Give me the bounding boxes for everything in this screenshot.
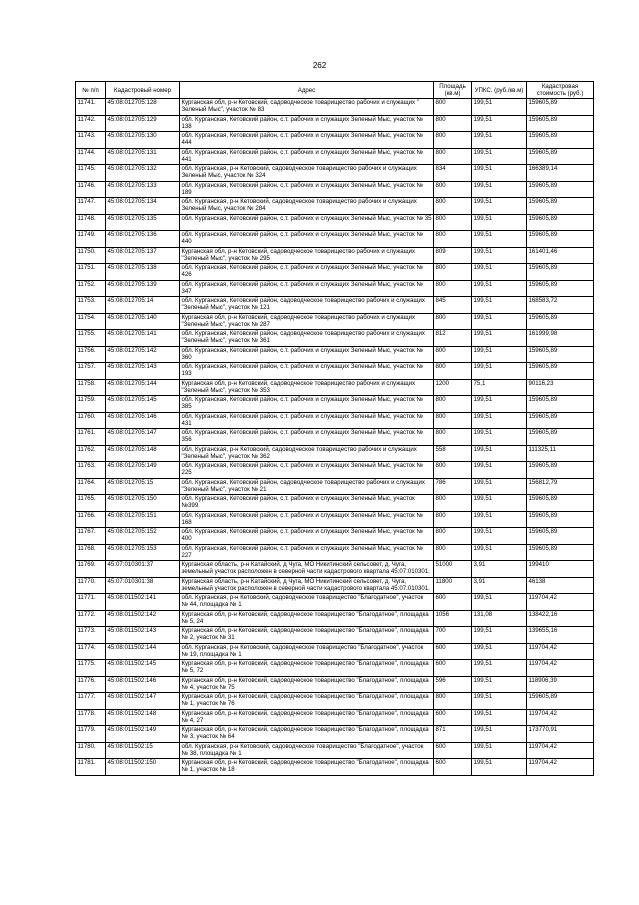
cell-upks: 199,51 (472, 544, 527, 561)
cell-cadastral: 45:08:011502:141 (106, 594, 180, 611)
cell-cost: 119704,42 (527, 709, 594, 726)
cell-cost: 159605,89 (527, 544, 594, 561)
cell-address: обл. Курганская, р-н Кетовский, садоводческое товарищество рабочих и служащих "Зеленый Мыс", участок № 362 (180, 445, 434, 462)
cell-cost: 161401,46 (527, 247, 594, 264)
cell-upks: 199,51 (472, 148, 527, 165)
cell-cost: 156812,79 (527, 478, 594, 495)
cell-cost: 173770,91 (527, 726, 594, 743)
cell-cost: 159605,89 (527, 346, 594, 363)
cell-cost: 161999,98 (527, 330, 594, 347)
cell-upks: 199,51 (472, 181, 527, 198)
table-row (76, 544, 594, 561)
cell-upks: 199,51 (472, 627, 527, 644)
header-upks: УПКС. (руб./кв.м) (472, 82, 527, 99)
cell-address: обл. Курганская, Кетовский район, садоводческое товарищество рабочих и служащих "Зеленый Мыс", участок № 121 (180, 297, 434, 314)
cell-area: 600 (434, 709, 472, 726)
cell-cadastral: 45:08:012705:141 (106, 330, 180, 347)
cell-num: 11756. (76, 346, 106, 363)
cell-cost: 159605,89 (527, 693, 594, 710)
table-row (76, 445, 594, 462)
cell-address: обл. Курганская, Кетовский район, садоводческое товарищество рабочих и служащих "Зеленый Мыс", участок № 361 (180, 330, 434, 347)
cell-address: обл. Курганская, Кетовский район, с.т. рабочих и служащих Зеленый Мыс, участок № 225 (180, 462, 434, 479)
cell-upks: 199,51 (472, 643, 527, 660)
cell-address: обл. Курганская, Кетовский район, с.т. рабочих и служащих Зеленый Мыс, участок № 356 (180, 429, 434, 446)
cell-cadastral: 45:08:011502:145 (106, 660, 180, 677)
cell-num: 11774. (76, 643, 106, 660)
cell-cadastral: 45:08:011502:150 (106, 759, 180, 776)
cell-address: обл. Курганская, Кетовский район, с.т. рабочих и служащих Зеленый Мыс, участок № 426 (180, 264, 434, 281)
cell-address: Курганская обл, р-н Кетовский, садоводческое товарищество "Благодатное", площадка № 4, участок № 75 (180, 676, 434, 693)
header-address: Адрес (180, 82, 434, 99)
table-row (76, 181, 594, 198)
cell-area: 800 (434, 280, 472, 297)
cell-num: 11743. (76, 132, 106, 149)
cell-address: Курганская обл, р-н Кетовский, садоводческое товарищество "Благодатное", площадка № 5, 24 (180, 610, 434, 627)
cell-cadastral: 45:08:012705:140 (106, 313, 180, 330)
cell-cost: 159605,89 (527, 511, 594, 528)
cell-upks: 199,51 (472, 115, 527, 132)
cell-address: обл. Курганская, Кетовский район, с.т. рабочих и служащих Зеленый Мыс, участок № 347 (180, 280, 434, 297)
cell-area: 11800 (434, 577, 472, 594)
cell-upks: 199,51 (472, 264, 527, 281)
cell-cadastral: 45:08:012705:153 (106, 544, 180, 561)
cell-address: Курганская обл, р-н Кетовский, садоводческое товарищество "Благодатное", площадка № 4, 27 (180, 709, 434, 726)
cell-area: 800 (434, 214, 472, 231)
cell-cadastral: 45:08:012705:152 (106, 528, 180, 545)
cell-cost: 138422,16 (527, 610, 594, 627)
table-row (76, 280, 594, 297)
table-row (76, 264, 594, 281)
table-row (76, 594, 594, 611)
cell-cost: 159605,89 (527, 264, 594, 281)
cell-address: Курганская область, р-н Катайский, д Чуга, МО Никитинский сельсовет, д. Чуга, земельный участок расположен в северной части кадастрового квартала 45:07:010301. (180, 561, 434, 578)
cell-cadastral: 45:08:012705:147 (106, 429, 180, 446)
cell-cadastral: 45:08:012705:128 (106, 99, 180, 116)
cell-area: 800 (434, 363, 472, 380)
cell-cost: 159605,89 (527, 99, 594, 116)
cell-address: Курганская обл, р-н Кетовский, садоводческое товарищество "Благодатное", площадка № 5, 72 (180, 660, 434, 677)
cell-area: 800 (434, 181, 472, 198)
cell-cadastral: 45:08:012705:139 (106, 280, 180, 297)
cell-cadastral: 45:08:012705:15 (106, 478, 180, 495)
cell-num: 11742. (76, 115, 106, 132)
cell-num: 11751. (76, 264, 106, 281)
cell-area: 600 (434, 594, 472, 611)
cell-cadastral: 45:08:012705:133 (106, 181, 180, 198)
cell-address: обл. Курганская, Кетовский район, садоводческое товарищество рабочих и служащих "Зеленый Мыс", участок № 21 (180, 478, 434, 495)
cell-address: обл. Курганская, Кетовский район, с.т. рабочих и служащих Зеленый Мыс, участок № 385 (180, 396, 434, 413)
cell-area: 786 (434, 478, 472, 495)
cell-num: 11767. (76, 528, 106, 545)
cell-address: Курганская обл, р-н Кетовский, садоводческое товарищество "Благодатное", площадка № 2, участок № 31 (180, 627, 434, 644)
table-row (76, 610, 594, 627)
cell-cost: 159605,89 (527, 396, 594, 413)
table-row (76, 247, 594, 264)
cell-area: 800 (434, 396, 472, 413)
header-cost: Кадастровая стоимость (руб.) (527, 82, 594, 99)
cell-area: 845 (434, 297, 472, 314)
cell-area: 800 (434, 429, 472, 446)
cell-address: обл. Курганская, Кетовский район, с.т. рабочих и служащих Зеленый Мыс, участок № 360 (180, 346, 434, 363)
cell-area: 800 (434, 412, 472, 429)
cell-num: 11753. (76, 297, 106, 314)
table-row (76, 643, 594, 660)
table-row (76, 231, 594, 248)
cell-address: обл. Курганская, р-н Кетовский, садоводческое товарищество "Благодатное", участок № 19, площадка № 1 (180, 643, 434, 660)
table-row (76, 313, 594, 330)
cell-address: обл. Курганская, Кетовский район, с.т. рабочих и служащих Зеленый Мыс, участок № 444 (180, 132, 434, 149)
cell-address: Курганская обл, р-н Кетовский, садоводческое товарищество рабочих и служащих " Зеленый Мыс", участок № 83 (180, 99, 434, 116)
cell-address: обл. Курганская, Кетовский район, с.т. рабочих и служащих Зеленый Мыс, участок № 193 (180, 363, 434, 380)
cell-area: 596 (434, 676, 472, 693)
table-header-row (76, 82, 594, 99)
cell-cost: 159605,89 (527, 363, 594, 380)
table-row (76, 379, 594, 396)
cell-address: обл. Курганская, Кетовский район, с.т. рабочих и служащих Зеленый Мыс, участок № 431 (180, 412, 434, 429)
cell-cost: 46138 (527, 577, 594, 594)
cell-cadastral: 45:08:011502:15 (106, 742, 180, 759)
cell-address: обл. Курганская, Кетовский район, с.т. рабочих и служащих Зеленый Мыс, участок №399 (180, 495, 434, 512)
cell-cadastral: 45:08:012705:150 (106, 495, 180, 512)
cell-cadastral: 45:08:011502:148 (106, 709, 180, 726)
table-row (76, 115, 594, 132)
cell-num: 11772. (76, 610, 106, 627)
cell-address: обл. Курганская, р-н Кетовский, садоводческое товарищество "Благодатное", участок № 44, площадка № 1 (180, 594, 434, 611)
cell-upks: 199,51 (472, 132, 527, 149)
cell-upks: 199,51 (472, 511, 527, 528)
cell-cadastral: 45:08:012705:134 (106, 198, 180, 215)
cell-address: обл. Курганская, р-н Кетовский, садоводческое товарищество рабочих и служащих Зеленый Мыс, участок № 284 (180, 198, 434, 215)
cell-upks: 199,51 (472, 693, 527, 710)
cell-cadastral: 45:07:010301:38 (106, 577, 180, 594)
table-row (76, 528, 594, 545)
cell-num: 11768. (76, 544, 106, 561)
cell-cost: 159605,89 (527, 462, 594, 479)
cell-area: 1056 (434, 610, 472, 627)
table-row (76, 148, 594, 165)
cell-cost: 159605,89 (527, 412, 594, 429)
header-num: № п/п (76, 82, 106, 99)
table-row (76, 198, 594, 215)
cell-num: 11744. (76, 148, 106, 165)
cell-address: обл. Курганская, р-н Кетовский, садоводческое товарищество рабочих и служащих Зеленый Мыс, участок № 324 (180, 165, 434, 182)
cell-num: 11749. (76, 231, 106, 248)
cell-upks: 199,51 (472, 280, 527, 297)
cell-area: 800 (434, 313, 472, 330)
cell-upks: 3,91 (472, 561, 527, 578)
table-row (76, 511, 594, 528)
cell-cadastral: 45:08:011502:142 (106, 610, 180, 627)
cell-cost: 159605,89 (527, 214, 594, 231)
cell-cost: 159605,89 (527, 198, 594, 215)
cell-area: 800 (434, 495, 472, 512)
cell-address: Курганская обл, р-н Кетовский, садоводческое товарищество "Благодатное", площадка № 1, участок № 76 (180, 693, 434, 710)
header-cadastral: Кадастровый номер (106, 82, 180, 99)
cell-num: 11780. (76, 742, 106, 759)
cell-area: 800 (434, 346, 472, 363)
cell-num: 11773. (76, 627, 106, 644)
cell-upks: 199,51 (472, 297, 527, 314)
cell-num: 11769. (76, 561, 106, 578)
cell-upks: 199,51 (472, 214, 527, 231)
cell-address: обл. Курганская, Кетовский район, с.т. рабочих и служащих Зеленый Мыс, участок № 168 (180, 511, 434, 528)
table-row (76, 132, 594, 149)
table-row (76, 676, 594, 693)
table-row (76, 330, 594, 347)
cell-num: 11760. (76, 412, 106, 429)
cell-address: Курганская обл, р-н Кетовский, садоводческое товарищество рабочих и служащих "Зеленый Мыс", участок № 287 (180, 313, 434, 330)
cell-upks: 199,51 (472, 198, 527, 215)
cell-area: 800 (434, 544, 472, 561)
cell-cadastral: 45:08:011502:144 (106, 643, 180, 660)
table-row (76, 297, 594, 314)
cell-upks: 131,08 (472, 610, 527, 627)
cell-cost: 118906,39 (527, 676, 594, 693)
cell-upks: 199,51 (472, 726, 527, 743)
cell-address: обл. Курганская, Кетовский район, с.т. рабочих и служащих Зеленый Мыс, участок № 35 (180, 214, 434, 231)
cell-area: 800 (434, 132, 472, 149)
cell-cost: 159605,89 (527, 495, 594, 512)
cell-cost: 199410 (527, 561, 594, 578)
cell-area: 800 (434, 528, 472, 545)
cell-upks: 199,51 (472, 528, 527, 545)
table-row (76, 577, 594, 594)
cell-upks: 199,51 (472, 231, 527, 248)
cell-upks: 199,51 (472, 429, 527, 446)
page-number: 262 (312, 61, 327, 70)
table-row (76, 709, 594, 726)
table-row (76, 363, 594, 380)
cell-upks: 199,51 (472, 742, 527, 759)
cell-num: 11781. (76, 759, 106, 776)
cell-area: 800 (434, 148, 472, 165)
cell-address: обл. Курганская, Кетовский район, с.т. рабочих и служащих Зеленый Мыс, участок № 400 (180, 528, 434, 545)
cell-upks: 199,51 (472, 247, 527, 264)
cell-upks: 199,51 (472, 594, 527, 611)
cell-num: 11754. (76, 313, 106, 330)
cell-area: 800 (434, 462, 472, 479)
cell-cadastral: 45:08:012705:137 (106, 247, 180, 264)
table-row (76, 627, 594, 644)
table-row (76, 742, 594, 759)
cell-cadastral: 45:08:012705:132 (106, 165, 180, 182)
cell-num: 11776. (76, 676, 106, 693)
cell-upks: 199,51 (472, 660, 527, 677)
table-row (76, 726, 594, 743)
table-row (76, 759, 594, 776)
cell-address: обл. Курганская, р-н Кетовский, садоводческое товарищество "Благодатное", участок № 38, площадка № 1 (180, 742, 434, 759)
cell-cadastral: 45:08:012705:131 (106, 148, 180, 165)
cell-cost: 90116,23 (527, 379, 594, 396)
cell-area: 800 (434, 115, 472, 132)
cell-cost: 119704,42 (527, 594, 594, 611)
cell-cadastral: 45:08:011502:146 (106, 676, 180, 693)
cell-cadastral: 45:08:012705:149 (106, 462, 180, 479)
cell-address: Курганская обл, р-н Кетовский, садоводческое товарищество рабочих и служащих "Зеленый Мыс", участок № 353 (180, 379, 434, 396)
cell-upks: 199,51 (472, 676, 527, 693)
cell-address: Курганская обл, р-н Кетовский, садоводческое товарищество "Благодатное", площадка № 1, участок № 18 (180, 759, 434, 776)
cell-address: обл. Курганская, Кетовский район, с.т. рабочих и служащих Зеленый Мыс, участок № 189 (180, 181, 434, 198)
header-area: Площадь (кв.м) (434, 82, 472, 99)
table-row (76, 693, 594, 710)
cell-cost: 119704,42 (527, 643, 594, 660)
table-row (76, 346, 594, 363)
cell-upks: 199,51 (472, 99, 527, 116)
cell-num: 11748. (76, 214, 106, 231)
cell-cost: 159605,89 (527, 231, 594, 248)
cell-area: 800 (434, 511, 472, 528)
cell-cost: 159605,89 (527, 528, 594, 545)
cell-area: 871 (434, 726, 472, 743)
cell-cadastral: 45:08:012705:143 (106, 363, 180, 380)
cell-area: 800 (434, 198, 472, 215)
cell-area: 834 (434, 165, 472, 182)
table-row (76, 412, 594, 429)
cell-cost: 159605,89 (527, 429, 594, 446)
cell-upks: 199,51 (472, 462, 527, 479)
cell-upks: 199,51 (472, 346, 527, 363)
cell-area: 700 (434, 627, 472, 644)
cell-upks: 199,51 (472, 330, 527, 347)
cell-cadastral: 45:08:012705:138 (106, 264, 180, 281)
cell-cadastral: 45:08:012705:136 (106, 231, 180, 248)
table-row (76, 99, 594, 116)
cell-cadastral: 45:08:012705:135 (106, 214, 180, 231)
cell-cadastral: 45:08:012705:14 (106, 297, 180, 314)
cell-cadastral: 45:07:010301:37 (106, 561, 180, 578)
cell-upks: 3,91 (472, 577, 527, 594)
cell-num: 11779. (76, 726, 106, 743)
cell-cost: 119704,42 (527, 759, 594, 776)
cell-upks: 75,1 (472, 379, 527, 396)
cell-upks: 199,51 (472, 396, 527, 413)
cell-num: 11766. (76, 511, 106, 528)
cell-area: 51000 (434, 561, 472, 578)
cell-num: 11755. (76, 330, 106, 347)
table-row (76, 462, 594, 479)
cell-cadastral: 45:08:012705:148 (106, 445, 180, 462)
table-row (76, 165, 594, 182)
table-row (76, 561, 594, 578)
cell-cadastral: 45:08:012705:142 (106, 346, 180, 363)
cell-cost: 159605,89 (527, 148, 594, 165)
cell-upks: 199,51 (472, 363, 527, 380)
cell-cadastral: 45:08:011502:147 (106, 693, 180, 710)
cell-num: 11759. (76, 396, 106, 413)
cell-cost: 159605,89 (527, 181, 594, 198)
cell-cadastral: 45:08:012705:146 (106, 412, 180, 429)
table-row (76, 396, 594, 413)
cell-address: Курганская обл, р-н Кетовский, садоводческое товарищество "Благодатное", площадка № 3, участок № 64 (180, 726, 434, 743)
cell-upks: 199,51 (472, 412, 527, 429)
cell-area: 600 (434, 660, 472, 677)
cell-area: 809 (434, 247, 472, 264)
cell-cadastral: 45:08:011502:143 (106, 627, 180, 644)
cell-upks: 199,51 (472, 759, 527, 776)
cell-num: 11763. (76, 462, 106, 479)
cell-cadastral: 45:08:012705:129 (106, 115, 180, 132)
cadastral-table (75, 81, 594, 776)
cell-num: 11764. (76, 478, 106, 495)
cell-cost: 159605,89 (527, 115, 594, 132)
cell-area: 600 (434, 759, 472, 776)
cell-area: 800 (434, 693, 472, 710)
cell-cost: 111325,11 (527, 445, 594, 462)
cell-cost: 139655,16 (527, 627, 594, 644)
cell-address: Курганская обл, р-н Кетовский, садоводческое товарищество рабочих и служащих "Зеленый Мыс", участок № 295 (180, 247, 434, 264)
cell-area: 600 (434, 742, 472, 759)
cell-cadastral: 45:08:012705:151 (106, 511, 180, 528)
cell-num: 11758. (76, 379, 106, 396)
cell-upks: 199,51 (472, 313, 527, 330)
table-row (76, 214, 594, 231)
cell-area: 800 (434, 99, 472, 116)
cell-upks: 199,51 (472, 495, 527, 512)
cell-num: 11746. (76, 181, 106, 198)
cell-num: 11757. (76, 363, 106, 380)
cell-cost: 159605,89 (527, 280, 594, 297)
cell-upks: 199,51 (472, 165, 527, 182)
cell-area: 800 (434, 264, 472, 281)
cell-cadastral: 45:08:011502:149 (106, 726, 180, 743)
cell-cost: 166389,14 (527, 165, 594, 182)
table-row (76, 660, 594, 677)
cell-num: 11741. (76, 99, 106, 116)
cell-cost: 159605,89 (527, 132, 594, 149)
cell-cadastral: 45:08:012705:130 (106, 132, 180, 149)
cell-num: 11752. (76, 280, 106, 297)
cell-area: 800 (434, 231, 472, 248)
cell-address: обл. Курганская, Кетовский район, с.т. рабочих и служащих Зеленый Мыс, участок № 227 (180, 544, 434, 561)
cell-cost: 119704,42 (527, 660, 594, 677)
cell-cost: 159605,89 (527, 313, 594, 330)
cell-num: 11778. (76, 709, 106, 726)
cell-num: 11771. (76, 594, 106, 611)
cell-num: 11750. (76, 247, 106, 264)
table-row (76, 478, 594, 495)
cell-address: обл. Курганская, Кетовский район, с.т. рабочих и служащих Зеленый Мыс, участок № 441 (180, 148, 434, 165)
cell-address: обл. Курганская, Кетовский район, с.т. рабочих и служащих Зеленый Мыс, участок № 440 (180, 231, 434, 248)
cell-address: обл. Курганская, Кетовский район, с.т. рабочих и служащих Зеленый Мыс, участок № 138 (180, 115, 434, 132)
cell-cost: 168583,72 (527, 297, 594, 314)
cell-upks: 199,51 (472, 709, 527, 726)
cell-upks: 199,51 (472, 445, 527, 462)
cell-cadastral: 45:08:012705:144 (106, 379, 180, 396)
cell-num: 11747. (76, 198, 106, 215)
cell-cost: 119704,42 (527, 742, 594, 759)
cell-num: 11745. (76, 165, 106, 182)
cell-num: 11777. (76, 693, 106, 710)
table-body (76, 99, 594, 776)
cell-area: 600 (434, 643, 472, 660)
cell-area: 1200 (434, 379, 472, 396)
cell-num: 11762. (76, 445, 106, 462)
table-row (76, 495, 594, 512)
cell-area: 558 (434, 445, 472, 462)
cell-cadastral: 45:08:012705:145 (106, 396, 180, 413)
cell-area: 812 (434, 330, 472, 347)
cell-num: 11765. (76, 495, 106, 512)
cell-num: 11761. (76, 429, 106, 446)
cell-upks: 199,51 (472, 478, 527, 495)
cell-num: 11770. (76, 577, 106, 594)
cell-address: Курганская область, р-н Катайский, д Чуга, МО Никитинский сельсовет, д. Чуга, земельный участок расположен в северной части кадастрового квартала 45:07:010301. (180, 577, 434, 594)
cell-num: 11775. (76, 660, 106, 677)
table-row (76, 429, 594, 446)
